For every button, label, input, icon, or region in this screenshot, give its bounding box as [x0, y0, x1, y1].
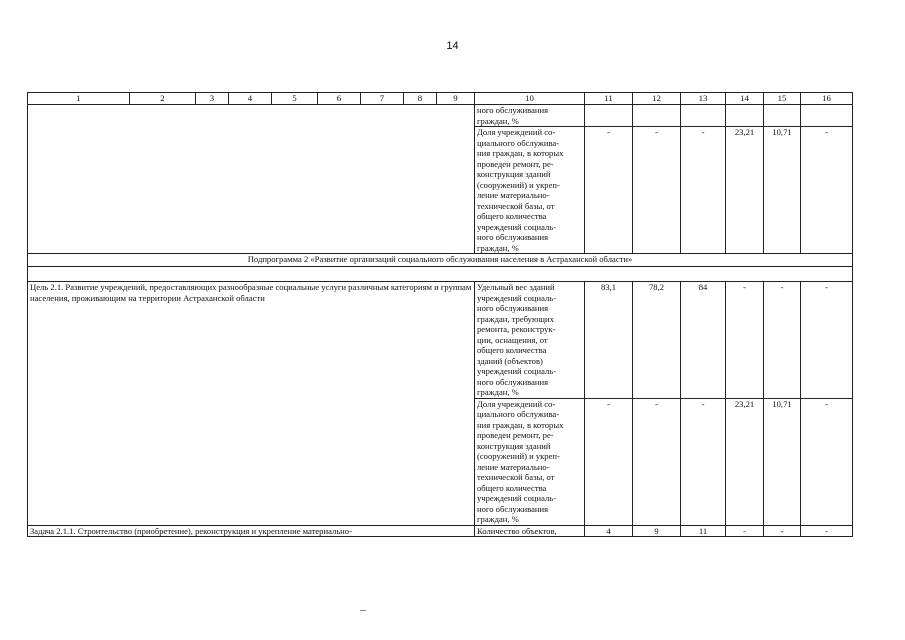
- value-cell: [585, 105, 633, 127]
- value-cell: -: [801, 525, 853, 537]
- value-cell: 23,21: [726, 127, 764, 254]
- task-text: Задача 2.1.1. Строительство (приобретение), реконструкция и укрепление материально-: [28, 525, 475, 537]
- value-cell: -: [764, 525, 801, 537]
- col-header: 3: [196, 93, 229, 105]
- value-cell: -: [681, 127, 726, 254]
- table-row: [28, 525, 853, 537]
- goal-text: Цель 2.1. Развитие учреждений, предоставляющих разнообразные социальные услуги различным категориям и группам населения, проживающим на территории Астраханской области: [28, 282, 475, 526]
- value-cell: 83,1: [585, 282, 633, 399]
- value-cell: -: [585, 127, 633, 254]
- value-cell: 78,2: [633, 282, 681, 399]
- col-header: 10: [475, 93, 585, 105]
- col-header: 14: [726, 93, 764, 105]
- col-header: 12: [633, 93, 681, 105]
- value-cell: [764, 105, 801, 127]
- col-header: 8: [404, 93, 437, 105]
- value-cell: [681, 105, 726, 127]
- scan-mark: [360, 610, 366, 611]
- goal-cell-continued: [28, 105, 475, 254]
- col-header: 16: [801, 93, 853, 105]
- value-cell: 11: [681, 525, 726, 537]
- indicator-cell: Удельный вес зданий учреждений социаль- ного обслуживания граждан, требующих ремонта, реконструк- ции, оснащения, от общего количества зданий (объектов) учреждений социаль- ного обслуживания граждан, %: [475, 282, 585, 399]
- value-cell: 84: [681, 282, 726, 399]
- value-cell: 23,21: [726, 398, 764, 525]
- col-header: 2: [130, 93, 196, 105]
- col-header: 15: [764, 93, 801, 105]
- spacer-row: [28, 267, 853, 282]
- value-cell: [726, 105, 764, 127]
- table-row: [28, 105, 853, 127]
- value-cell: -: [764, 282, 801, 399]
- col-header: 13: [681, 93, 726, 105]
- value-cell: -: [681, 398, 726, 525]
- subprogram-row: [28, 254, 853, 267]
- value-cell: 4: [585, 525, 633, 537]
- value-cell: [801, 105, 853, 127]
- col-header: 1: [28, 93, 130, 105]
- value-cell: -: [585, 398, 633, 525]
- indicator-cell: Количество объектов,: [475, 525, 585, 537]
- value-cell: -: [801, 127, 853, 254]
- subprogram-title: Подпрограмма 2 «Развитие организаций социального обслуживания населения в Астраханской области»: [28, 254, 853, 267]
- column-number-header: [28, 93, 853, 105]
- value-cell: 9: [633, 525, 681, 537]
- table-row: [28, 282, 853, 399]
- spacer-cell: [28, 267, 853, 282]
- value-cell: 10,71: [764, 398, 801, 525]
- value-cell: [633, 105, 681, 127]
- indicators-table: [27, 92, 853, 537]
- col-header: 6: [318, 93, 361, 105]
- value-cell: 10,71: [764, 127, 801, 254]
- value-cell: -: [801, 282, 853, 399]
- value-cell: -: [726, 282, 764, 399]
- value-cell: -: [801, 398, 853, 525]
- col-header: 4: [229, 93, 272, 105]
- page-number: 14: [446, 40, 459, 52]
- indicator-cell: Доля учреждений со- циального обслужива- ния граждан, в которых проведен ремонт, ре- конструкция зданий (сооружений) и укреп- ление материально- технической базы, от общего количества учреждений социаль- ного обслуживания граждан, %: [475, 398, 585, 525]
- col-header: 9: [437, 93, 475, 105]
- indicator-cell: Доля учреждений со- циального обслужива- ния граждан, в которых проведен ремонт, ре- конструкция зданий (сооружений) и укреп- ление материально- технической базы, от общего количества учреждений социаль- ного обслуживания граждан, %: [475, 127, 585, 254]
- col-header: 7: [361, 93, 404, 105]
- col-header: 5: [272, 93, 318, 105]
- indicator-cell: ного обслуживания граждан, %: [475, 105, 585, 127]
- value-cell: -: [633, 127, 681, 254]
- col-header: 11: [585, 93, 633, 105]
- value-cell: -: [633, 398, 681, 525]
- value-cell: -: [726, 525, 764, 537]
